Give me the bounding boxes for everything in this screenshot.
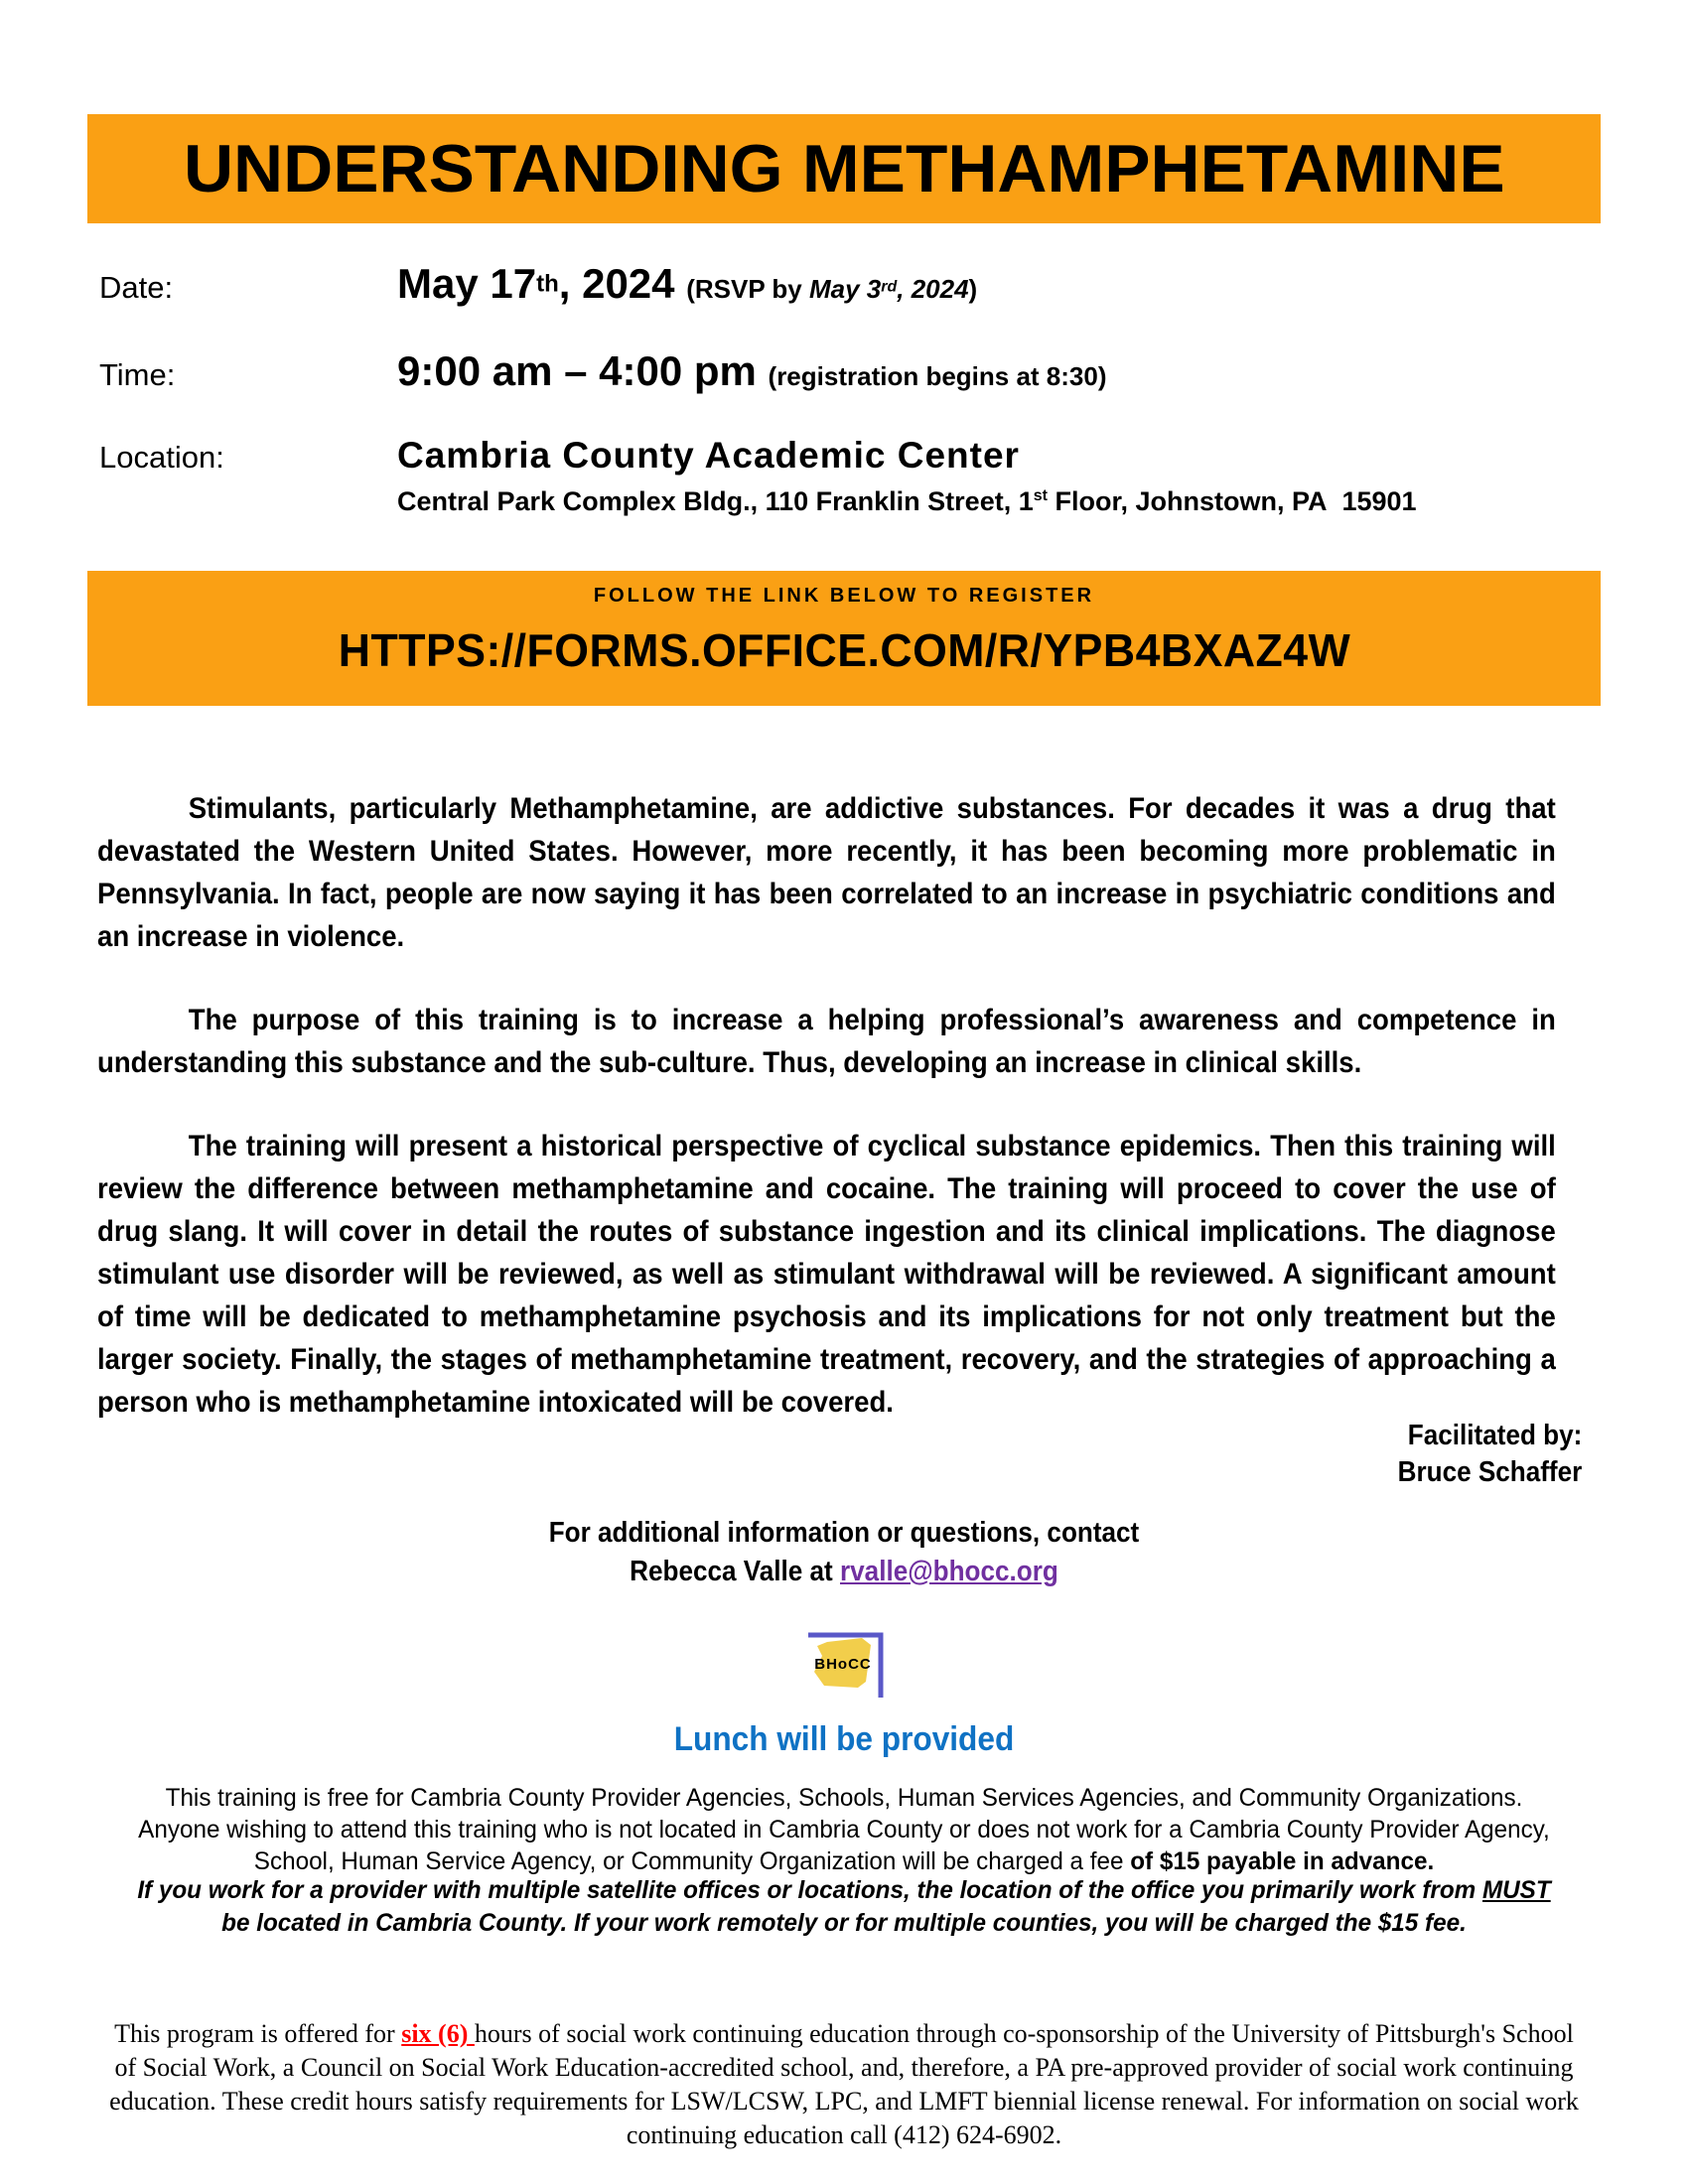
bhocc-logo-graphic: [802, 1630, 886, 1709]
contact-email-link[interactable]: rvalle@bhocc.org: [840, 1556, 1058, 1587]
title-banner: [87, 114, 1601, 223]
contact-line2: [84, 1553, 1604, 1591]
satellite-note-must: MUST: [1481, 1876, 1551, 1904]
rsvp-ordinal: rd: [881, 278, 898, 296]
time-row: [99, 347, 1107, 395]
satellite-note-part2: be located in Cambria County. If your work remotely or for multiple counties, you will be charged the $15 fee.: [221, 1909, 1467, 1937]
time-value-main: 9:00 am – 4:00 pm: [397, 347, 769, 394]
rsvp-tail: , 2024: [897, 274, 969, 304]
ce-note: [104, 2017, 1584, 2152]
bhocc-logo: [802, 1630, 886, 1709]
body-copy: [97, 787, 1556, 1464]
date-value-tail: , 2024: [558, 260, 687, 307]
register-caption: FOLLOW THE LINK BELOW TO REGISTER: [593, 585, 1095, 607]
satellite-note-part1: If you work for a provider with multiple satellite offices or locations, the location of the office you primarily work from: [137, 1876, 1482, 1904]
date-value: [397, 260, 977, 308]
facilitator-block: [1397, 1418, 1582, 1491]
venue-address-ordinal: st: [1033, 487, 1048, 504]
venue-address-tail: Floor, Johnstown, PA 15901: [1047, 486, 1417, 516]
rsvp-date: May 3: [808, 274, 882, 304]
page-title: UNDERSTANDING METHAMPHETAMINE: [183, 131, 1505, 206]
location-value: [397, 435, 1417, 517]
venue-address: [397, 486, 1417, 517]
facilitator-name: Bruce Schaffer: [1397, 1456, 1582, 1488]
time-value: [397, 347, 1107, 395]
ce-note-hours: six (6): [401, 2019, 475, 2048]
location-row: [99, 435, 1417, 517]
paragraph-outline: The training will present a historical perspective of cyclical substance epidemics. Then this training will review the difference between methamphetamine and cocaine. The training will proceed to cover the use of drug slang. It will cover in detail the routes of substance ingestion and its clinical implications. The diagnose stimulant use disorder will be reviewed, as well as stimulant withdrawal will be reviewed. A significant amount of time will be dedicated to methamphetamine psychosis and its implications for not only treatment but the larger society. Finally, the stages of methamphetamine treatment, recovery, and the strategies of approaching a person who is methamphetamine intoxicated will be covered.: [97, 1130, 1556, 1419]
rsvp-open: (RSVP by: [686, 274, 809, 304]
fee-note-bold: of $15 payable in advance.: [1130, 1847, 1435, 1875]
register-link[interactable]: HTTPS://FORMS.OFFICE.COM/R/YPB4BXAZ4W: [338, 624, 1350, 676]
venue-address-main: Central Park Complex Bldg., 110 Franklin Street, 1: [397, 486, 1034, 516]
date-ordinal: th: [536, 270, 559, 298]
facilitator-heading: Facilitated by:: [1407, 1420, 1582, 1451]
lunch-note: Lunch will be provided: [673, 1720, 1015, 1758]
time-note: (registration begins at 8:30): [768, 361, 1107, 391]
date-label: Date:: [99, 270, 174, 305]
location-label: Location:: [99, 440, 224, 475]
time-label: Time:: [99, 357, 176, 392]
fee-note-text: This training is free for Cambria County Provider Agencies, Schools, Human Services Agencies, and Community Organizations. Anyone wishing to attend this training who is not located in Cambria County or does not work for a Cambria County Provider Agency, School, Human Service Agency, or Community Organization will be charged a fee: [138, 1784, 1550, 1875]
ce-note-prefix: This program is offered for: [114, 2019, 402, 2048]
date-row: [99, 260, 977, 308]
ce-note-suffix: hours of social work continuing education through co-sponsorship of the University of Pittsburgh's School of Social Work, a Council on Social Work Education-accredited school, and, therefore, a PA pre-approved provider of social work continuing education. These credit hours satisfy requirements for LSW/LCSW, LPC, and LMFT biennial license renewal. For information on social work continuing education call (412) 624-6902.: [109, 2019, 1579, 2149]
paragraph-purpose: The purpose of this training is to increase a helping professional’s awareness and competence in understanding this substance and the sub-culture. Thus, developing an increase in clinical skills.: [97, 1004, 1556, 1079]
rsvp-close: ): [968, 274, 978, 304]
contact-block: [84, 1514, 1604, 1591]
venue-name: Cambria County Academic Center: [397, 435, 1020, 476]
register-banner: [87, 571, 1601, 706]
contact-line1: For additional information or questions, contact: [548, 1517, 1140, 1549]
fee-note: [126, 1782, 1561, 1877]
satellite-note: [126, 1874, 1561, 1940]
paragraph-intro: Stimulants, particularly Methamphetamine, are addictive substances. For decades it was a drug that devastated the Western United States. However, more recently, it has been becoming more problematic in Pennsylvania. In fact, people are now saying it has been correlated to an increase in psychiatric conditions and an increase in violence.: [97, 792, 1556, 953]
date-value-main: May 17: [397, 260, 537, 307]
logo-text: BHoCC: [814, 1656, 872, 1673]
contact-name: Rebecca Valle at: [630, 1556, 841, 1587]
